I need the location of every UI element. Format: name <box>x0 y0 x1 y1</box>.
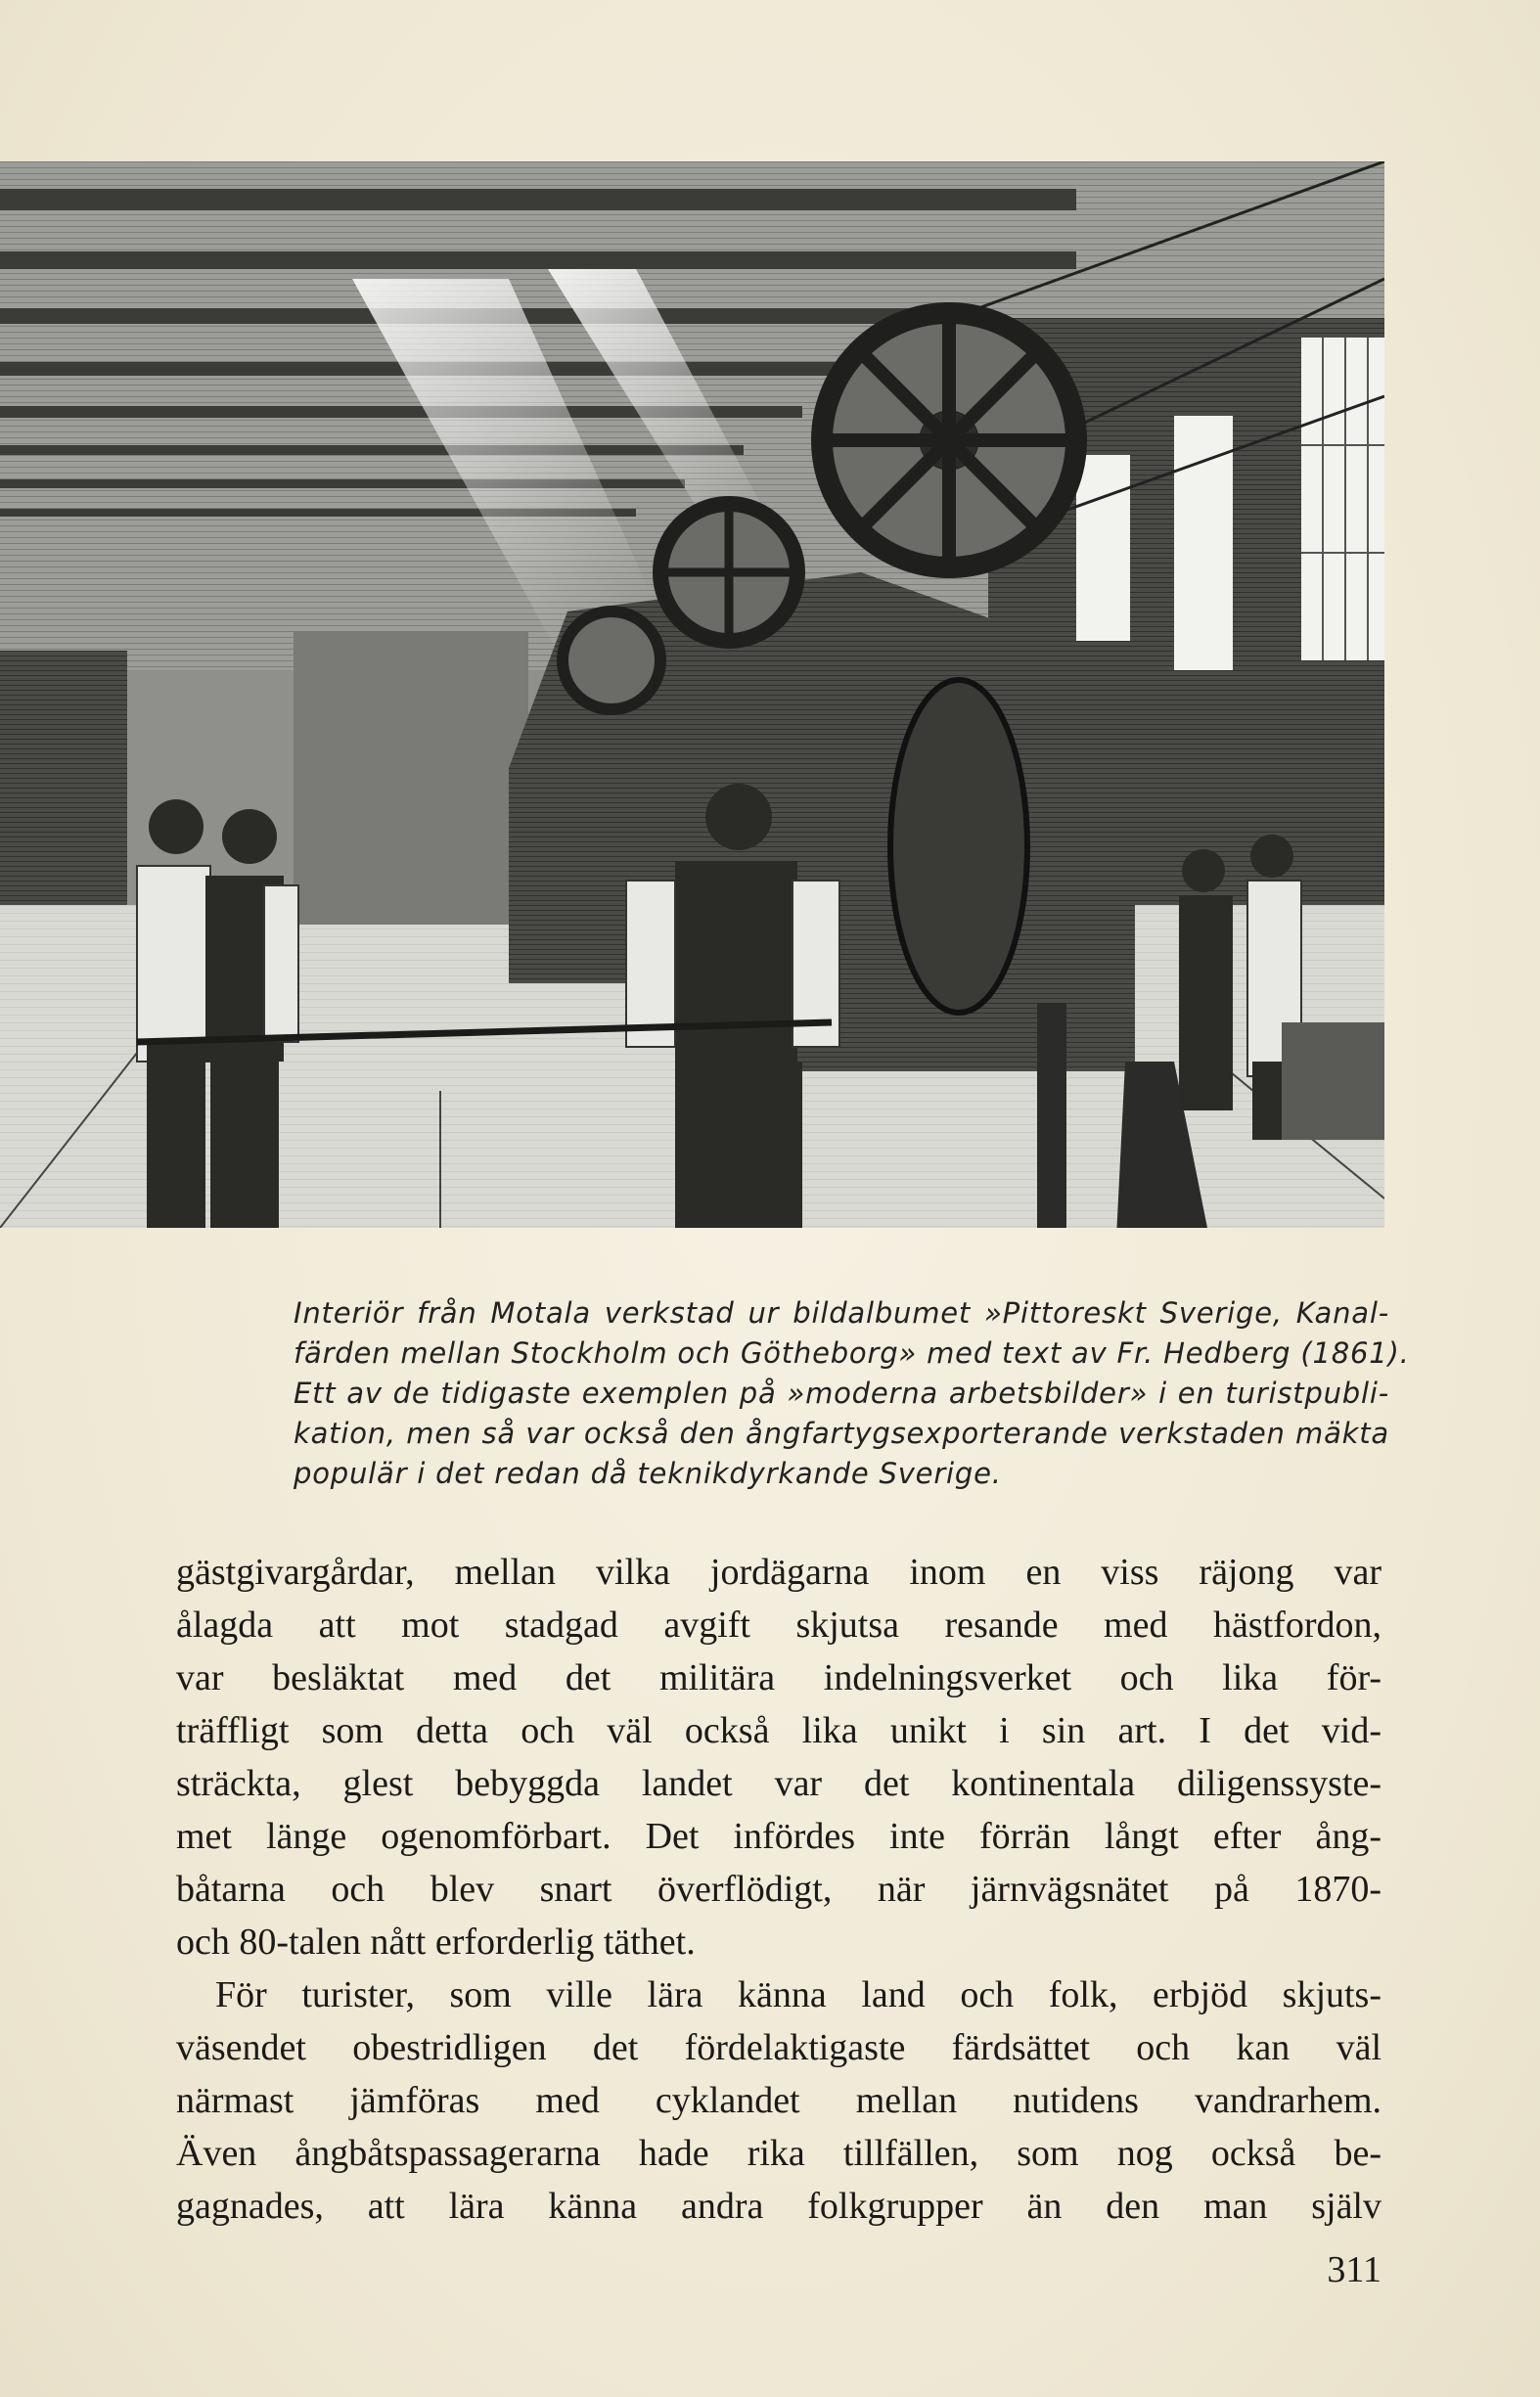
body-paragraphs <box>176 1546 1381 2233</box>
factory-engraving <box>0 161 1384 1228</box>
body-line: gästgivargårdar, mellan vilka jordägarna inom en viss räjong var <box>176 1552 1381 1593</box>
caption-line: kation, men så var också den ångfartygsexporterande verkstaden mäkta <box>294 1417 1389 1450</box>
body-line: gagnades, att lära känna andra folkgrupper än den man själv <box>176 2186 1381 2227</box>
body-line: var besläktat med det militära indelningsverket och lika för- <box>176 1657 1381 1698</box>
caption-line: Interiör från Motala verkstad ur bildalbumet »Pittoreskt Sverige, Kanal- <box>294 1296 1389 1330</box>
body-line: Även ångbåtspassagerarna hade rika tillfällen, som nog också be- <box>176 2133 1381 2174</box>
body-line: För turister, som ville lära känna land och folk, erbjöd skjuts- <box>215 1974 1381 2015</box>
body-line: träffligt som detta och väl också lika unikt i sin art. I det vid- <box>176 1710 1381 1751</box>
page-number: 311 <box>1327 2249 1381 2290</box>
caption-line: populär i det redan då teknikdyrkande Sverige. <box>294 1457 1002 1490</box>
body-line: och 80-talen nått erforderlig täthet. <box>176 1922 696 1963</box>
body-line: met länge ogenomförbart. Det infördes inte förrän långt efter ång- <box>176 1816 1381 1857</box>
body-line: ålagda att mot stadgad avgift skjutsa resande med hästfordon, <box>176 1605 1381 1646</box>
caption-line: färden mellan Stockholm och Götheborg» med text av Fr. Hedberg (1861). <box>294 1336 1410 1370</box>
caption-line: Ett av de tidigaste exemplen på »moderna arbetsbilder» i en turistpubli- <box>294 1377 1389 1410</box>
body-line: båtarna och blev snart överflödigt, när järnvägsnätet på 1870- <box>176 1869 1381 1910</box>
body-line: sträckta, glest bebyggda landet var det kontinentala diligenssyste- <box>176 1763 1381 1804</box>
body-line: väsendet obestridligen det fördelaktigaste färdsättet och kan väl <box>176 2027 1381 2068</box>
figure-caption <box>294 1293 1410 1494</box>
body-line: närmast jämföras med cyklandet mellan nutidens vandrarhem. <box>176 2080 1381 2121</box>
